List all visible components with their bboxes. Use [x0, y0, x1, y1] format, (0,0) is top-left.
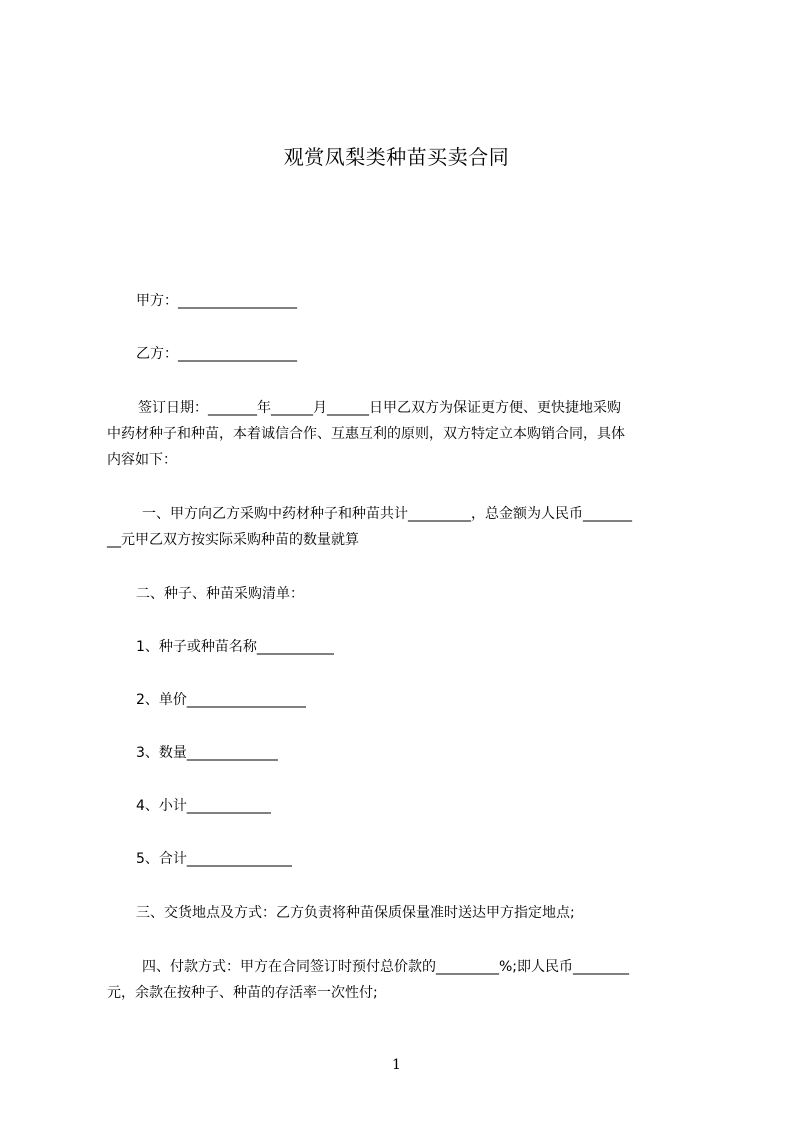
sign-date-line-1: 签订日期：_______年______月______日甲乙双方为保证更方便、更快捷地采购	[138, 400, 621, 416]
sign-date-line-3: 内容如下：	[107, 452, 177, 468]
clause-2-title: 二、种子、种苗采购清单：	[136, 586, 304, 602]
page-number: 1	[392, 1057, 401, 1073]
clause-4-line-1: 四、付款方式：甲方在合同签订时预付总价款的_________%;即人民币________	[142, 959, 630, 975]
list-item-4: 4、小计____________	[136, 798, 271, 814]
party-b-line: 乙方：_________________	[136, 346, 297, 362]
list-item-2: 2、单价_________________	[136, 692, 306, 708]
clause-1-line-2: __元甲乙双方按实际采购种苗的数量就算	[107, 532, 359, 548]
party-a-line: 甲方：_________________	[136, 293, 297, 309]
clause-1-line-1: 一、甲方向乙方采购中药材种子和种苗共计_________，总金额为人民币_______	[142, 506, 632, 522]
list-item-5: 5、合计_______________	[136, 851, 292, 867]
clause-4-line-2: 元，余款在按种子、种苗的存活率一次性付;	[107, 985, 378, 1001]
list-item-3: 3、数量_____________	[136, 745, 278, 761]
document-title: 观赏凤梨类种苗买卖合同	[283, 145, 510, 169]
clause-3: 三、交货地点及方式：乙方负责将种苗保质保量准时送达甲方指定地点;	[136, 905, 575, 921]
sign-date-line-2: 中药材种子和种苗，本着诚信合作、互惠互利的原则，双方特定立本购销合同，具体	[107, 426, 625, 442]
list-item-1: 1、种子或种苗名称___________	[136, 639, 334, 655]
